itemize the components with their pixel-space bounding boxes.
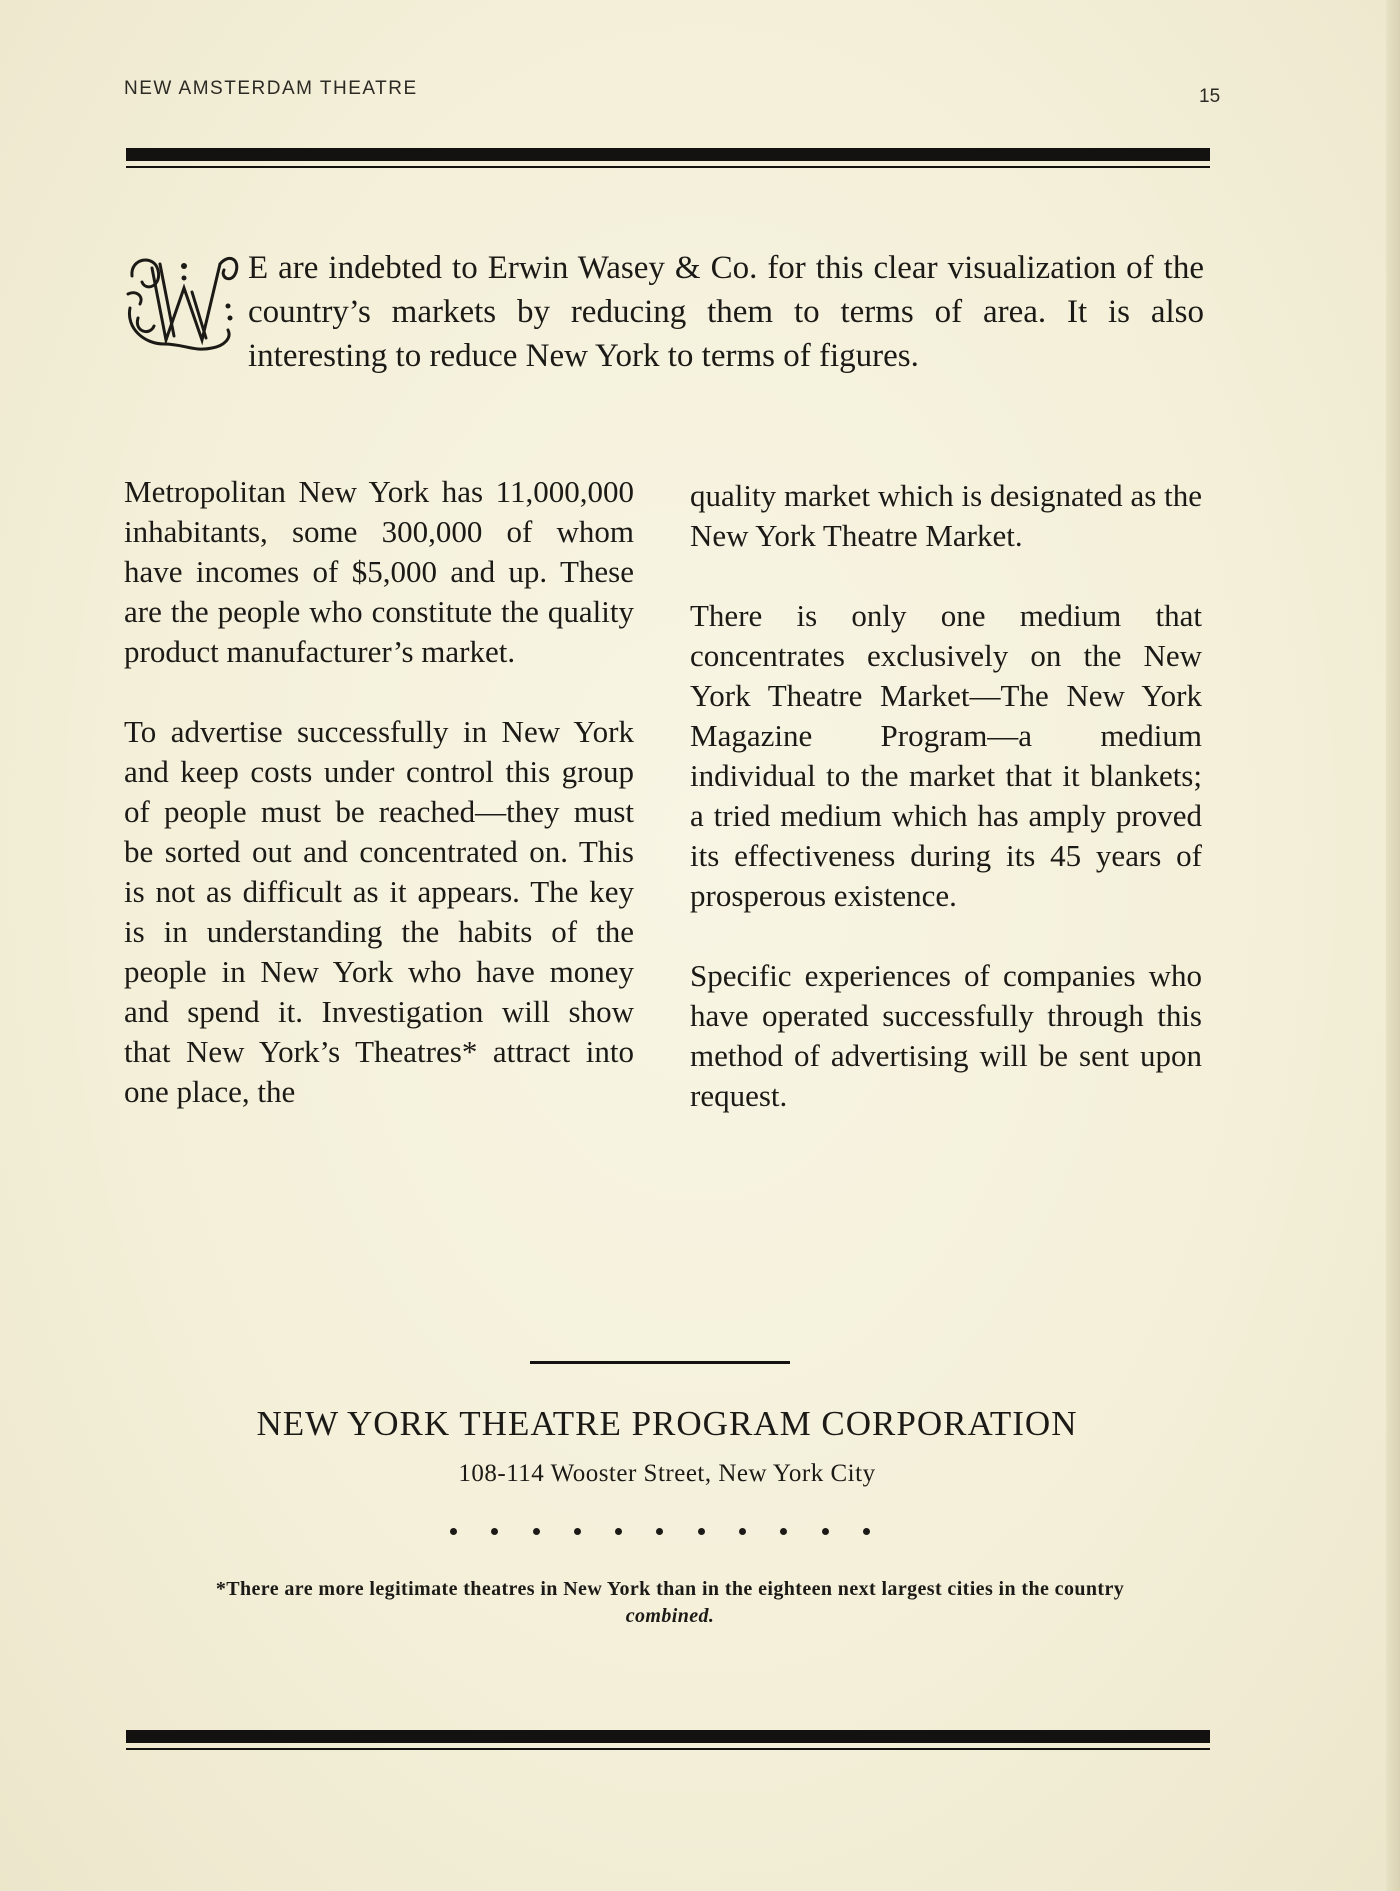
dot-ornament xyxy=(450,1528,870,1535)
ornamental-dropcap xyxy=(124,248,244,360)
ornament-dot xyxy=(615,1528,622,1535)
intro-text: E are indebted to Erwin Wasey & Co. for this clear visualization of the country’s markets by reducing them to terms of area. It is also interesting to reduce New York to terms of figures. xyxy=(248,250,1204,374)
ornament-dot xyxy=(533,1528,540,1535)
left-column xyxy=(124,472,634,1152)
top-rule-thick xyxy=(126,148,1210,161)
right-paragraph-3: Specific experiences of companies who have operated successfully through this method of advertising will be sent upon request. xyxy=(690,958,1202,1113)
ornament-dot xyxy=(450,1528,457,1535)
left-paragraph-2: To advertise successfully in New York and keep costs under control this group of people must be reached—they must be sorted out and concentrated on. This is not as difficult as it appears. The key is in understanding the habits of the people in New York who have money and spend it. Investigation will show that New York’s Theatres* attract into one place, the xyxy=(124,714,634,1109)
center-divider xyxy=(530,1361,790,1364)
ornament-dot xyxy=(739,1528,746,1535)
right-paragraph-1: quality market which is designated as the New York Theatre Market. xyxy=(690,478,1202,553)
publisher-name: NEW YORK THEATRE PROGRAM CORPORATION xyxy=(256,1404,1078,1443)
ornament-dot xyxy=(491,1528,498,1535)
ornament-dot xyxy=(698,1528,705,1535)
footnote xyxy=(190,1576,1150,1630)
ornament-dot xyxy=(863,1528,870,1535)
bottom-rule-thick xyxy=(126,1730,1210,1743)
left-paragraph-1: Metropolitan New York has 11,000,000 inhabitants, some 300,000 of whom have incomes of $5,000 and up. These are the people who constitute the quality product manufacturer’s market. xyxy=(124,474,634,669)
right-paragraph-2: There is only one medium that concentrates exclusively on the New York Theatre Market—The New York Magazine Program—a medium individual to the market that it blankets; a tried medium which has amply proved its effectiveness during its 45 years of prosperous existence. xyxy=(690,598,1202,913)
ornament-dot xyxy=(574,1528,581,1535)
intro-paragraph xyxy=(124,246,1204,378)
ornament-dot xyxy=(822,1528,829,1535)
page-number: 15 xyxy=(1199,86,1221,107)
ornament-dot xyxy=(780,1528,787,1535)
ornament-dot xyxy=(656,1528,663,1535)
page-edge-shadow xyxy=(1386,0,1400,1891)
footnote-text: *There are more legitimate theatres in New York than in the eighteen next largest cities in the country xyxy=(215,1578,1125,1600)
footnote-emphasis: combined. xyxy=(625,1605,715,1627)
right-column xyxy=(690,476,1202,1156)
bottom-rule-thin xyxy=(126,1748,1210,1750)
publisher-address: 108-114 Wooster Street, New York City xyxy=(458,1460,876,1487)
running-head: NEW AMSTERDAM THEATRE xyxy=(124,78,418,99)
top-rule-thin xyxy=(126,166,1210,168)
